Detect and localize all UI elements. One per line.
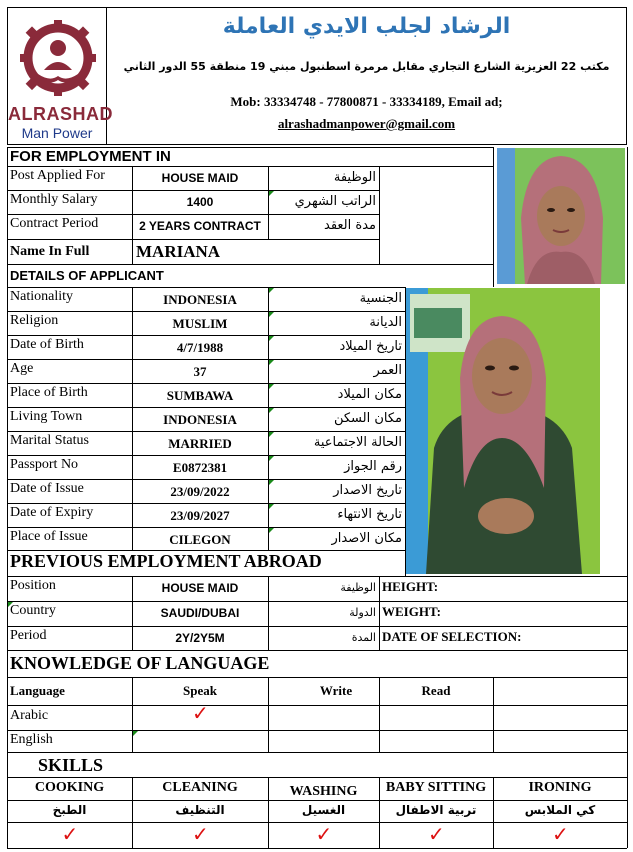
language-header: Language: [10, 683, 65, 698]
company-title-ar: الرشاد لجلب الايدي العاملة: [222, 14, 511, 39]
grid-rule: [7, 777, 627, 778]
field-label-ar: مكان السكن: [333, 411, 402, 426]
field-label: Age: [10, 361, 34, 376]
grid-rule: [7, 335, 405, 336]
header-box: [107, 7, 627, 145]
skill-label-ar: الطبخ: [52, 803, 87, 817]
section-employment: FOR EMPLOYMENT IN: [10, 148, 171, 165]
field-value: 37: [193, 364, 207, 379]
grid-rule: [7, 264, 493, 265]
field-value: 2Y/2Y5M: [175, 631, 225, 645]
grid-rule: [405, 287, 406, 576]
logo-text: ALRASHAD: [8, 104, 113, 124]
grid-rule: [7, 239, 379, 240]
section-language: KNOWLEDGE OF LANGUAGE: [10, 653, 270, 673]
field-label: Country: [10, 603, 56, 618]
skill-label-ar: تربية الاطفال: [395, 803, 477, 817]
field-value: 23/09/2022: [170, 484, 230, 499]
logo-box: [7, 7, 113, 145]
grid-rule: [493, 677, 494, 752]
grid-rule: [7, 822, 627, 823]
field-label-ar: الديانة: [369, 315, 402, 330]
grid-rule: [7, 407, 405, 408]
field-label-ar: رقم الجواز: [344, 459, 402, 474]
field-value: 2 YEARS CONTRACT: [139, 219, 261, 233]
field-label: Monthly Salary: [10, 192, 98, 207]
field-label-ar: تاريخ الاصدار: [333, 483, 402, 498]
grid-rule: [7, 431, 405, 432]
cell-marker-icon: [133, 731, 138, 736]
grid-rule: [7, 383, 405, 384]
section-skills: SKILLS: [38, 755, 104, 775]
grid-rule: [379, 166, 380, 264]
grid-rule: [7, 848, 627, 849]
grid-rule: [7, 147, 8, 848]
grid-rule: [7, 359, 405, 360]
field-label-ar: الوظيفة: [333, 170, 376, 185]
field-label: Living Town: [10, 409, 83, 424]
logo-icon: [10, 12, 106, 102]
field-label-ar: العمر: [373, 363, 402, 378]
grid-rule: [7, 730, 627, 731]
grid-rule: [627, 147, 628, 848]
field-value: SAUDI/DUBAI: [160, 606, 240, 620]
skill-label: IRONING: [528, 780, 592, 795]
grid-rule: [7, 287, 405, 288]
field-label: Nationality: [10, 289, 73, 304]
company-address-ar: مكتب 22 العزيزية الشارع التجاري مقابل مرمرة اسطنبول مبني 19 منطقة 55 الدور الثاني: [123, 60, 610, 73]
check-icon: ✓: [192, 703, 209, 725]
section-applicant: DETAILS OF APPLICANT: [10, 268, 164, 283]
grid-rule: [7, 705, 627, 706]
grid-rule: [7, 576, 627, 577]
check-icon: ✓: [192, 824, 209, 846]
grid-rule: [7, 311, 405, 312]
skill-label: CLEANING: [162, 780, 238, 795]
field-value: INDONESIA: [163, 412, 237, 427]
language-name: Arabic: [10, 708, 49, 723]
applicant-photo-small: [497, 148, 625, 284]
applicant-photo-large: [406, 288, 600, 574]
field-value: SUMBAWA: [166, 388, 234, 403]
grid-rule: [268, 287, 269, 550]
grid-rule: [7, 455, 405, 456]
field-label-ar: الجنسية: [359, 291, 402, 306]
field-label: Contract Period: [10, 216, 99, 231]
field-label-ar: تاريخ الانتهاء: [337, 507, 402, 522]
grid-rule: [7, 166, 493, 167]
field-label: Marital Status: [10, 433, 89, 448]
check-icon: ✓: [315, 824, 333, 846]
field-value: 1400: [186, 195, 214, 209]
language-header: Speak: [183, 683, 217, 698]
grid-rule: [7, 147, 493, 148]
field-value: E0872381: [172, 460, 228, 475]
grid-rule: [7, 800, 627, 801]
grid-rule: [7, 677, 627, 678]
name-label: Name In Full: [10, 244, 90, 259]
skill-label-ar: الغسيل: [301, 803, 346, 817]
skill-label-ar: التنظيف: [175, 803, 225, 817]
grid-rule: [7, 626, 627, 627]
field-label: Date of Birth: [10, 337, 84, 352]
check-icon: ✓: [552, 824, 569, 846]
logo-subtext: Man Power: [21, 125, 93, 141]
grid-rule: [7, 550, 405, 551]
field-label: Place of Issue: [10, 529, 88, 544]
grid-rule: [7, 601, 627, 602]
field-value: MUSLIM: [172, 316, 228, 331]
field-label: Position: [10, 578, 56, 593]
right-field-label: WEIGHT:: [382, 604, 441, 619]
skill-label-ar: كي الملابس: [524, 803, 596, 817]
grid-rule: [7, 214, 379, 215]
language-name: English: [10, 732, 53, 747]
grid-rule: [7, 479, 405, 480]
right-field-label: DATE OF SELECTION:: [382, 629, 522, 644]
name-value: MARIANA: [136, 242, 221, 261]
field-value: MARRIED: [168, 436, 232, 451]
section-previous-employment: PREVIOUS EMPLOYMENT ABROAD: [10, 551, 322, 571]
field-label-ar: الراتب الشهري: [294, 194, 376, 209]
field-label: Date of Issue: [10, 481, 84, 496]
grid-rule: [7, 650, 627, 651]
field-label: Passport No: [10, 457, 79, 472]
field-label-ar: تاريخ الميلاد: [339, 339, 402, 354]
field-label-ar: المدة: [351, 631, 376, 644]
field-label: Place of Birth: [10, 385, 88, 400]
field-label: Post Applied For: [10, 168, 105, 183]
field-label-ar: الوظيفة: [340, 581, 376, 594]
grid-rule: [7, 752, 627, 753]
grid-rule: [493, 147, 494, 287]
grid-rule: [7, 527, 405, 528]
field-label-ar: الحالة الاجتماعية: [313, 435, 402, 450]
skill-label: COOKING: [34, 780, 105, 795]
field-label: Religion: [10, 313, 59, 328]
grid-rule: [268, 576, 269, 650]
contact-email[interactable]: alrashadmanpower@gmail.com: [277, 116, 456, 131]
field-label: Period: [10, 628, 47, 643]
field-value: HOUSE MAID: [161, 581, 239, 595]
field-label-ar: الدولة: [349, 606, 376, 619]
right-field-label: HEIGHT:: [382, 579, 439, 594]
check-icon: ✓: [61, 824, 79, 846]
grid-rule: [7, 503, 405, 504]
skill-label: WASHING: [289, 784, 358, 799]
skill-label: BABY SITTING: [385, 780, 487, 795]
field-value: 4/7/1988: [176, 340, 224, 355]
contact-mobile: Mob: 33334748 - 77800871 - 33334189, Email ad;: [230, 94, 503, 109]
field-label-ar: مدة العقد: [324, 218, 376, 233]
language-header: Write: [319, 683, 353, 698]
field-value: INDONESIA: [163, 292, 237, 307]
field-value: CILEGON: [169, 532, 231, 547]
field-value: 23/09/2027: [170, 508, 230, 523]
language-header: Read: [421, 683, 451, 698]
field-label: Date of Expiry: [10, 505, 94, 520]
grid-rule: [379, 576, 380, 650]
grid-rule: [7, 190, 379, 191]
check-icon: ✓: [428, 824, 445, 846]
field-label-ar: مكان الاصدار: [331, 531, 402, 546]
grid-rule: [268, 166, 269, 239]
field-value: HOUSE MAID: [161, 171, 239, 185]
field-label-ar: مكان الميلاد: [337, 387, 402, 402]
